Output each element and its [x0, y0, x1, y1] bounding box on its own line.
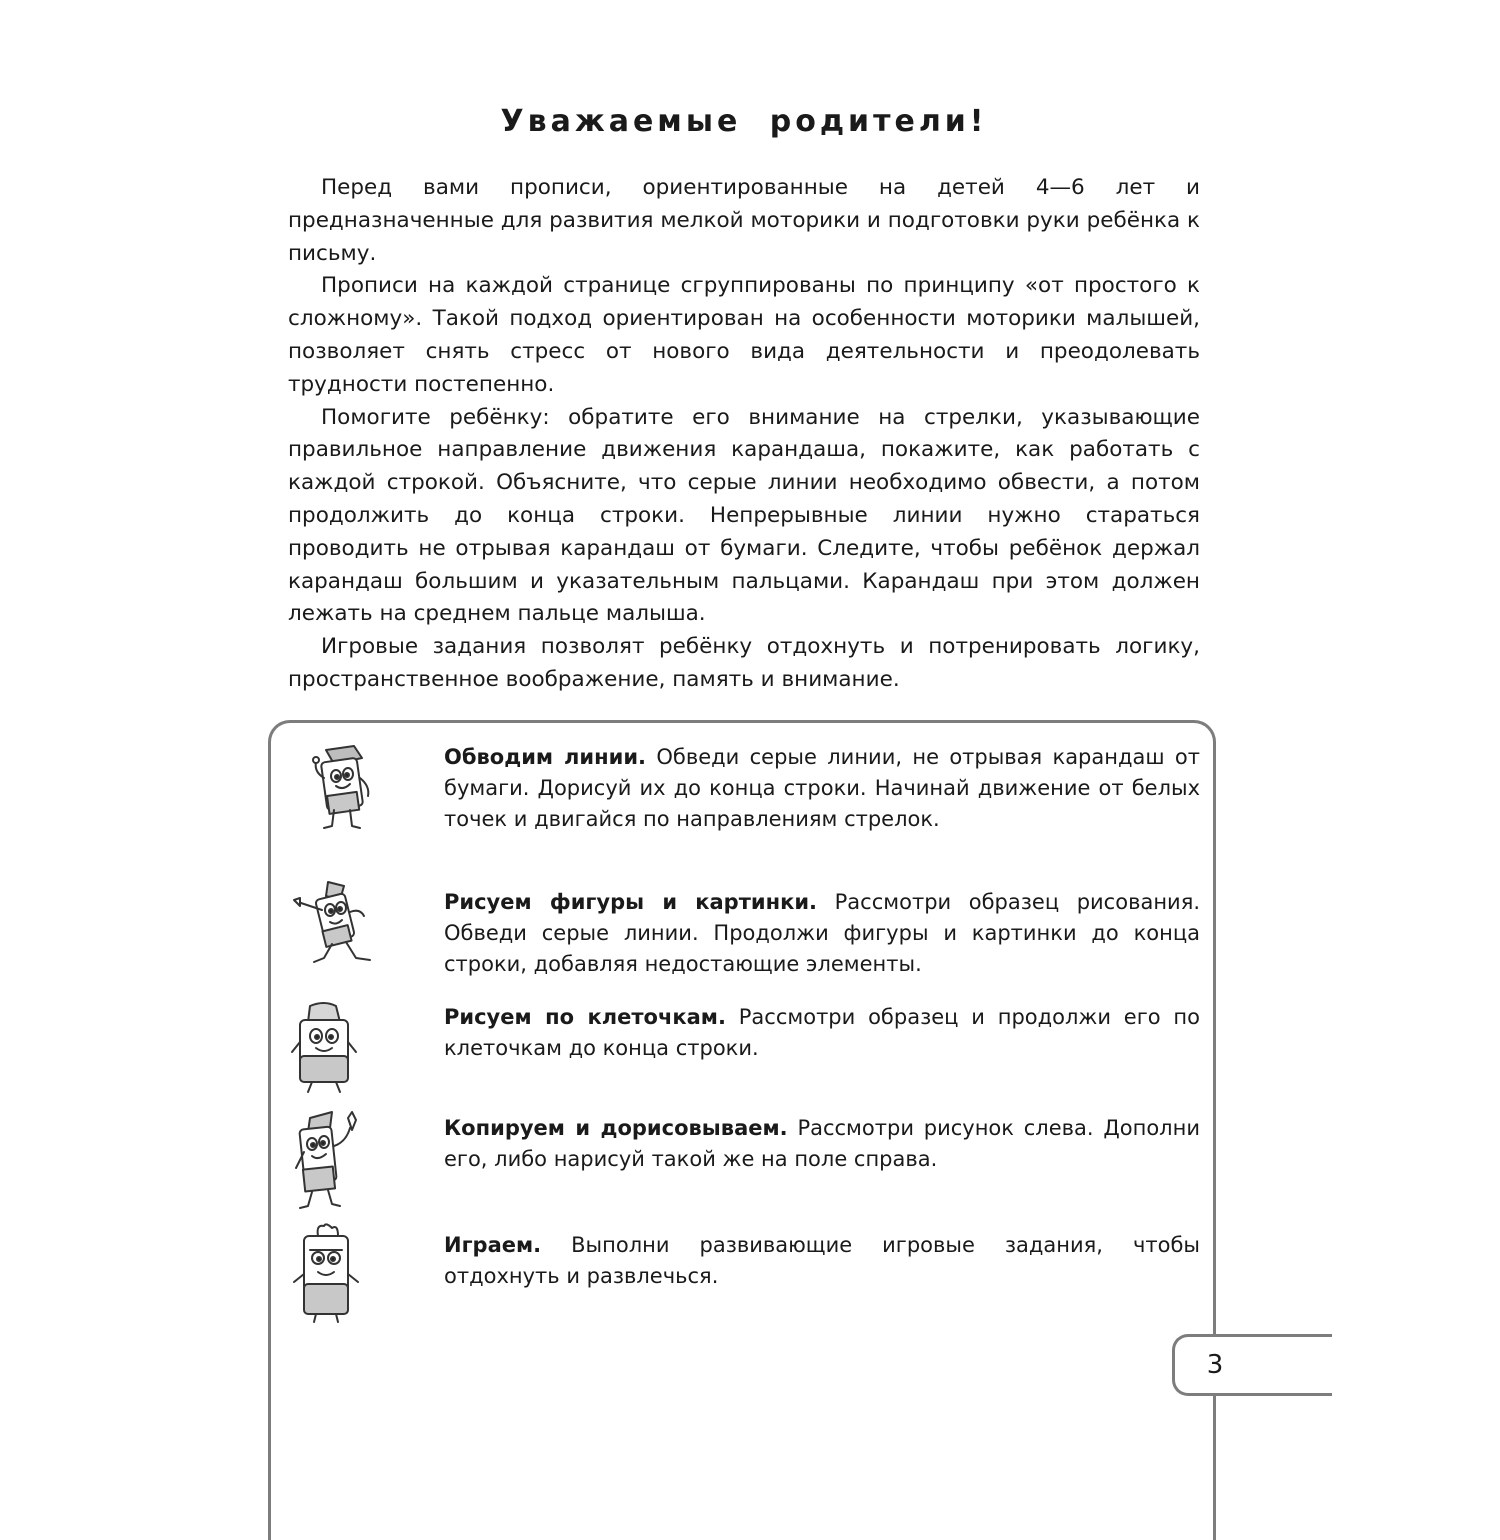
- page-title: Уважаемые родители!: [500, 104, 988, 139]
- task-text: Рассмотри рисунок слева. Дополни его, либо нарисуй такой же на поле справа.: [444, 1116, 1200, 1171]
- task-draw-by-cells: [444, 1002, 1200, 1064]
- page-number: 3: [1206, 1350, 1224, 1380]
- task-text: Выполни развивающие игровые задания, чтобы отдохнуть и развлечься.: [444, 1233, 1200, 1288]
- notebook-mascot-icon: [288, 1222, 366, 1326]
- task-draw-figures: [444, 887, 1200, 980]
- eraser-mascot-icon: [288, 1000, 360, 1096]
- task-heading: Рисуем по клеточкам.: [444, 1005, 726, 1029]
- intro-paragraph: Помогите ребёнку: обратите его внимание на стрелки, указывающие правильное направление движения карандаша, покажите, как работать с каждой строкой. Объясните, что серые линии необходимо обвести, а потом продолжить до конца строки. Непрерывные линии нужно стараться проводить не отрывая карандаш от бумаги. Следите, чтобы ребёнок держал карандаш большим и указательным пальцами. Карандаш при этом должен лежать на среднем пальце малыша.: [288, 404, 1200, 627]
- task-trace-lines: [444, 742, 1200, 835]
- task-play: [444, 1230, 1200, 1292]
- intro-text: [288, 172, 1200, 697]
- pencil-mascot-icon: [288, 878, 388, 970]
- task-heading: Копируем и дорисовываем.: [444, 1116, 788, 1140]
- task-heading: Рисуем фигуры и картинки.: [444, 890, 818, 914]
- intro-paragraph: Перед вами прописи, ориентированные на детей 4—6 лет и предназначенные для развития мелкой моторики и подготовки руки ребёнка к письму.: [288, 175, 1200, 266]
- intro-paragraph: Игровые задания позволят ребёнку отдохнуть и потренировать логику, пространственное воображение, память и внимание.: [288, 634, 1200, 692]
- task-copy-and-finish: [444, 1113, 1200, 1175]
- pencil-mascot-icon: [296, 742, 380, 836]
- task-heading: Играем.: [444, 1233, 542, 1257]
- task-text: Рассмотри образец рисования. Обведи серые линии. Продолжи фигуры и картинки до конца строки, добавляя недостающие элементы.: [444, 890, 1201, 976]
- task-heading: Обводим линии.: [444, 745, 647, 769]
- intro-paragraph: Прописи на каждой странице сгруппированы по принципу «от простого к сложному». Такой подход ориентирован на особенности моторики малышей, позволяет снять стресс от нового вида деятельности и преодолевать трудности постепенно.: [288, 273, 1200, 397]
- task-text: Рассмотри образец и продолжи его по клеточкам до конца строки.: [444, 1005, 1200, 1060]
- page-number-tab: [1172, 1334, 1332, 1396]
- task-text: Обведи серые линии, не отрывая карандаш от бумаги. Дорисуй их до конца строки. Начинай движение от белых точек и двигайся по направлениям стрелок.: [444, 745, 1200, 831]
- pencil-mascot-icon: [288, 1108, 368, 1212]
